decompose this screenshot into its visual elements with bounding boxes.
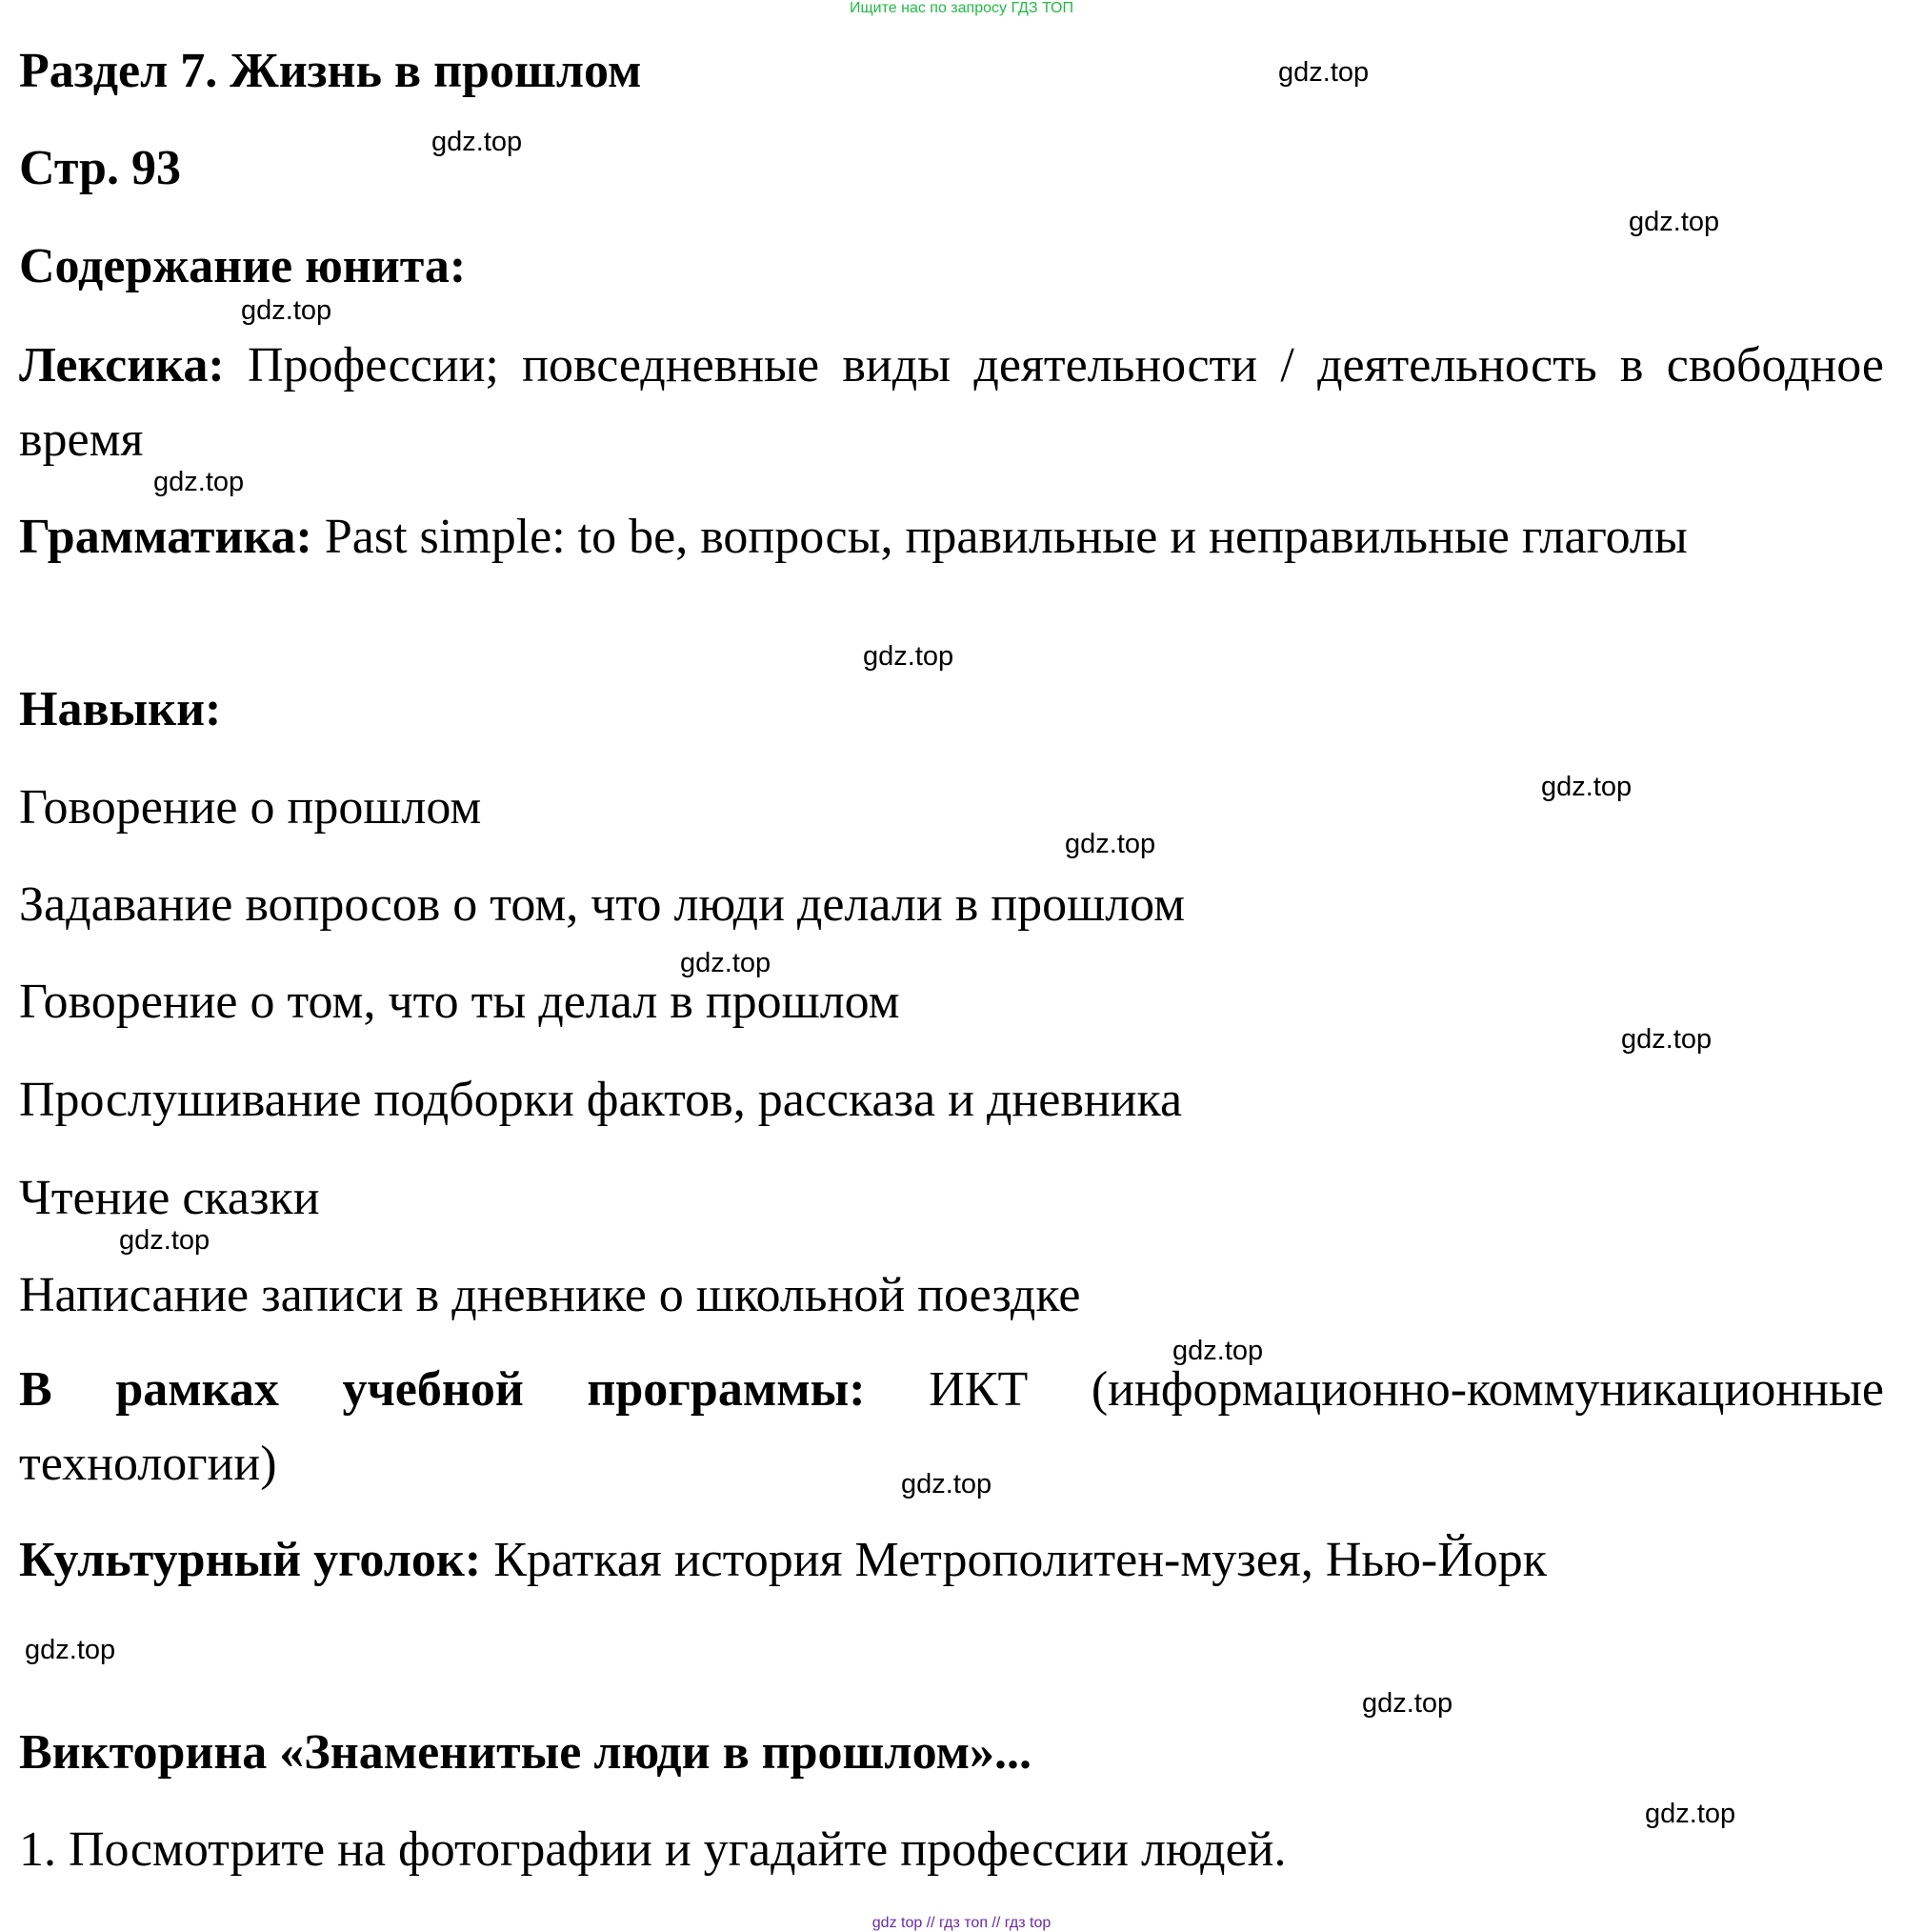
page-number: Стр. 93 [19,141,181,195]
grammar-text: Past simple: to be, вопросы, правильные и неправильные глаголы [324,510,1688,564]
footer-watermark: gdz top // гдз топ // гдз top [871,1915,1052,1931]
skill-item: Чтение сказки [19,1171,320,1225]
watermark: gdz.top [1172,1336,1264,1366]
watermark: gdz.top [431,127,523,157]
section-title: Раздел 7. Жизнь в прошлом [19,44,642,98]
top-banner: Ищите нас по запросу ГДЗ ТОП [850,0,1073,16]
watermark: gdz.top [863,641,954,672]
culture-label: Культурный уголок: [19,1533,482,1587]
lexis-label: Лексика: [19,338,225,392]
contents-heading: Содержание юнита: [19,239,467,293]
skill-item: Прослушивание подборки фактов, рассказа и дневника [19,1073,1183,1127]
skills-heading: Навыки: [19,682,222,736]
watermark: gdz.top [680,948,771,978]
skill-item: Задавание вопросов о том, что люди делали в прошлом [19,877,1185,932]
watermark: gdz.top [241,295,332,326]
watermark: gdz.top [1629,207,1720,237]
watermark: gdz.top [1065,829,1156,859]
watermark: gdz.top [1621,1024,1713,1055]
watermark: gdz.top [1645,1799,1736,1829]
skill-item: Написание записи в дневнике о школьной поездке [19,1268,1081,1322]
curriculum-text: ИКТ (информационно-коммуникационные технологии) [19,1362,1884,1491]
lexis-text: Профессии; повседневные виды деятельности / деятельность в свободное время [19,338,1884,467]
culture-text: Краткая история Метрополитен-музея, Нью-Йорк [493,1533,1548,1587]
grammar-label: Грамматика: [19,510,312,564]
watermark: gdz.top [25,1635,116,1665]
watermark: gdz.top [1362,1688,1453,1719]
grammar-paragraph [19,500,1884,574]
culture-paragraph [19,1532,1547,1589]
watermark: gdz.top [1278,57,1370,88]
lexis-paragraph [19,329,1884,477]
quiz-heading: Викторина «Знаменитые люди в прошлом»... [19,1725,1032,1780]
watermark: gdz.top [901,1469,992,1499]
watermark: gdz.top [153,467,245,497]
curriculum-label: В рамках учебной программы: [19,1362,866,1417]
watermark: gdz.top [1541,772,1633,802]
watermark: gdz.top [119,1225,210,1256]
skill-item: Говорение о том, что ты делал в прошлом [19,975,900,1029]
skill-item: Говорение о прошлом [19,780,482,835]
task-text: 1. Посмотрите на фотографии и угадайте профессии людей. [19,1822,1287,1877]
